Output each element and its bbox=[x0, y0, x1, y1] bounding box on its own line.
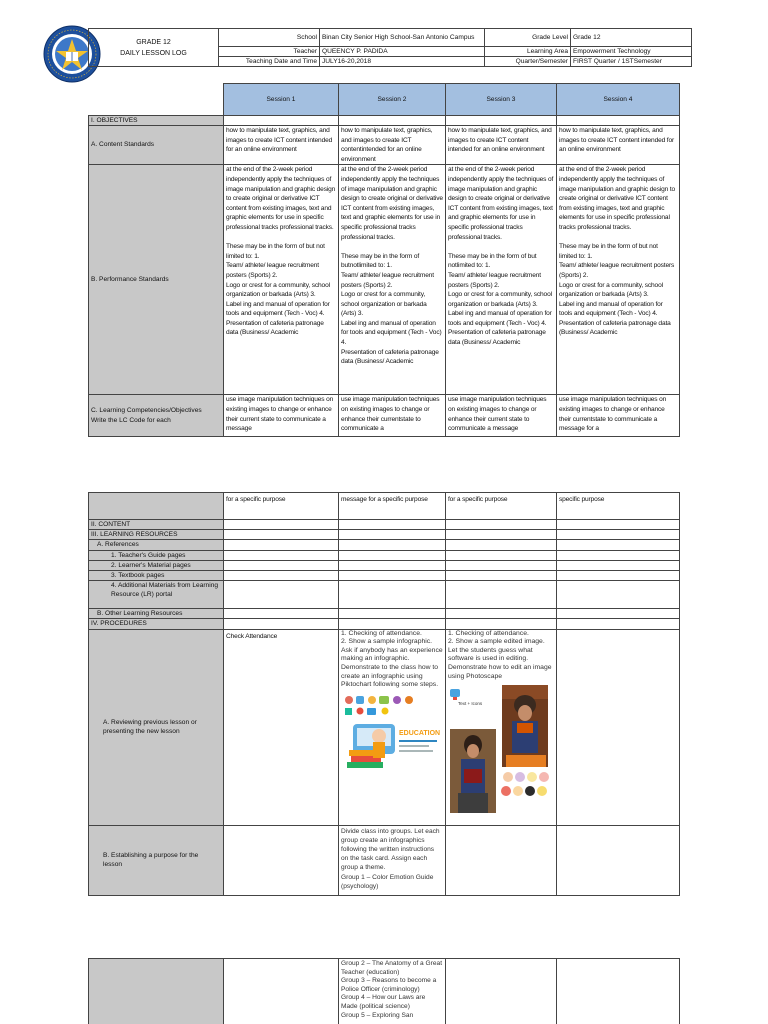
competency-s3: use image manipulation techniques on existing images to change or enhance their current state to communicate a message bbox=[446, 395, 557, 437]
learning-area-value: Empowerment Technology bbox=[571, 47, 692, 57]
content-standards-label: A. Content Standards bbox=[89, 126, 224, 165]
continued-s1: for a specific purpose bbox=[224, 493, 339, 520]
content-standard-s4: how to manipulate text, graphics, and images to create ICT content intended for an online environment bbox=[557, 126, 680, 165]
objectives-label: I. OBJECTIVES bbox=[89, 116, 224, 126]
infographic-caption: EDUCATION bbox=[399, 729, 441, 737]
header-table bbox=[88, 28, 692, 67]
page3-table bbox=[88, 958, 680, 1024]
session-1-header: Session 1 bbox=[224, 84, 339, 116]
reviewing-s2: 1. Checking of attendance. 2. Show a sample infographic. Ask if anybody has an experience making an infographic. Demonstrate to the class how to create an infographic using Piktochart following some steps. bbox=[341, 629, 443, 689]
learners-material-label: 2. Learner's Material pages bbox=[89, 560, 224, 570]
competency-s1: use image manipulation techniques on existing images to change or enhance their current state to communicate a message bbox=[224, 395, 339, 437]
competencies-label: C. Learning Competencies/Objectives Write the LC Code for each bbox=[89, 395, 224, 437]
grade-level-value: Grade 12 bbox=[571, 29, 692, 47]
reviewing-s3: 1. Checking of attendance. 2. Show a sample edited image. Let the students guess what software is used in editing. Demonstrate how to edit an image using Photoscape bbox=[448, 629, 552, 680]
other-resources-label: B. Other Learning Resources bbox=[89, 609, 224, 619]
grade-level-label: Grade Level bbox=[485, 29, 571, 47]
content-standard-s1: how to manipulate text, graphics, and images to create ICT content intended for an online environment bbox=[224, 126, 339, 165]
reviewing-label: A. Reviewing previous lesson or presenting the new lesson bbox=[89, 629, 224, 825]
continued-s3: for a specific purpose bbox=[446, 493, 557, 520]
session-2-header: Session 2 bbox=[339, 84, 446, 116]
purpose-label: B. Establishing a purpose for the lesson bbox=[89, 825, 224, 895]
date-value: JULY16-20,2018 bbox=[320, 57, 485, 67]
session-3-header: Session 3 bbox=[446, 84, 557, 116]
log-type: DAILY LESSON LOG bbox=[120, 49, 187, 57]
performance-standard-s3: at the end of the 2-week period independently apply the techniques of image manipulation and graphic design to create original or derivative ICT content from existing images, text and graphic elements for use in specific professional tracks professional tracks. These may be in the form of but notlimited to: 1. Team/ athlete/ league recruitment posters (Sports) 2. Logo or crest for a community, school organization or barkada (Arts) 3. Label ing and manual of operation for tools and equipment (Tech - Voc) 4. Presentation of cafeteria patronage data (Business/ Academic bbox=[446, 165, 557, 395]
procedures-label: IV. PROCEDURES bbox=[89, 619, 224, 629]
continued-s2: message for a specific purpose bbox=[339, 493, 446, 520]
competency-s2: use image manipulation techniques on existing images to change or enhance their currentstate to communicate a bbox=[339, 395, 446, 437]
infographic-illustration bbox=[341, 694, 445, 772]
reviewing-s3-cell bbox=[446, 629, 557, 825]
competency-s4: use image manipulation techniques on existing images to change or enhance their currentstate to communicate a message for a bbox=[557, 395, 680, 437]
content-standard-s3: how to manipulate text, graphics, and images to create ICT content intended for an online environment bbox=[446, 126, 557, 165]
teacher-value: QUEENCY P. PADIDA bbox=[320, 47, 485, 57]
teachers-guide-label: 1. Teacher's Guide pages bbox=[89, 550, 224, 560]
reviewing-s1: Check Attendance bbox=[224, 629, 339, 825]
learning-area-label: Learning Area bbox=[485, 47, 571, 57]
content-standard-s2: how to manipulate text, graphics, and images to create ICT contentintended for an online environment bbox=[339, 126, 446, 165]
school-label: School bbox=[219, 29, 320, 47]
content-label: II. CONTENT bbox=[89, 520, 224, 530]
quarter-value: FIRST Quarter / 1STSemester bbox=[571, 57, 692, 67]
additional-materials-label: 4. Additional Materials from Learning Resource (LR) portal bbox=[89, 581, 224, 609]
teacher-label: Teacher bbox=[219, 47, 320, 57]
photo-edit-illustration bbox=[448, 685, 552, 815]
date-label: Teaching Date and Time bbox=[219, 57, 320, 67]
quarter-label: Quarter/Semester bbox=[485, 57, 571, 67]
procedures-table bbox=[88, 492, 680, 896]
performance-standard-s4: at the end of the 2-week period independently apply the techniques of image manipulation and graphic design to create original or derivative ICT content from existing images, text and graphic elements for use in specific professional tracks professional tracks. These may be in the form of but not limited to: 1. Team/ athlete/ league recruitment posters (Sports) 2. Logo or crest for a community, school organization or barkada (Arts) 3. Label ing and manual of operation for tools and equipment (Tech - Voc) 4. Presentation of cafeteria patronage data (Business/ Academic bbox=[557, 165, 680, 395]
performance-standard-s1: at the end of the 2-week period independently apply the techniques of image manipulation and graphic design to create original or derivative ICT content from existing images, text and graphic elements for use in specific professional tracks professional tracks. These may be in the form of but not limited to: 1. Team/ athlete/ league recruitment posters (Sports) 2. Logo or crest for a community, school organization or barkada (Arts) 3. Label ing and manual of operation for tools and equipment (Tech - Voc) 4. Presentation of cafeteria patronage data (Business/ Academic bbox=[224, 165, 339, 395]
groups-s2: Group 2 – The Anatomy of a Great Teacher (education) Group 3 – Reasons to become a Police Officer (criminology) Group 4 – How our Laws are Made (political science) Group 5 – Exploring San bbox=[339, 959, 446, 1024]
performance-standard-s2: at the end of the 2-week period independently apply the techniques of image manipulation and graphic design to create original or derivative ICT content from existing images, text and graphic elements for use in specific professional tracks professional tracks. These may be in the form of butnotlimited to: 1. Team/ athlete/ league recruitment posters (Sports) 2. Logo or crest for a community, school organization or barkada (Arts) 3. Label ing and manual of operation for tools and equipment (Tech - Voc) 4. Presentation of cafeteria patronage data (Business/ Academic bbox=[339, 165, 446, 395]
grade-title-cell bbox=[89, 29, 219, 67]
grade-title: GRADE 12 bbox=[136, 38, 171, 46]
photo-caption: Text + Icons bbox=[458, 701, 483, 707]
reviewing-s2-cell bbox=[339, 629, 446, 825]
references-label: A. References bbox=[89, 540, 224, 550]
continued-s4: specific purpose bbox=[557, 493, 680, 520]
sessions-table bbox=[88, 83, 680, 437]
performance-standards-label: B. Performance Standards bbox=[89, 165, 224, 395]
session-4-header: Session 4 bbox=[557, 84, 680, 116]
purpose-s2: Divide class into groups. Let each group create an infographics following the written instructions on the task card. Assign each group a theme. Group 1 – Color Emotion Guide (psychology) bbox=[339, 825, 446, 895]
school-value: Binan City Senior High School-San Antonio Campus bbox=[320, 29, 485, 47]
textbook-label: 3. Textbook pages bbox=[89, 571, 224, 581]
learning-resources-label: III. LEARNING RESOURCES bbox=[89, 530, 224, 540]
